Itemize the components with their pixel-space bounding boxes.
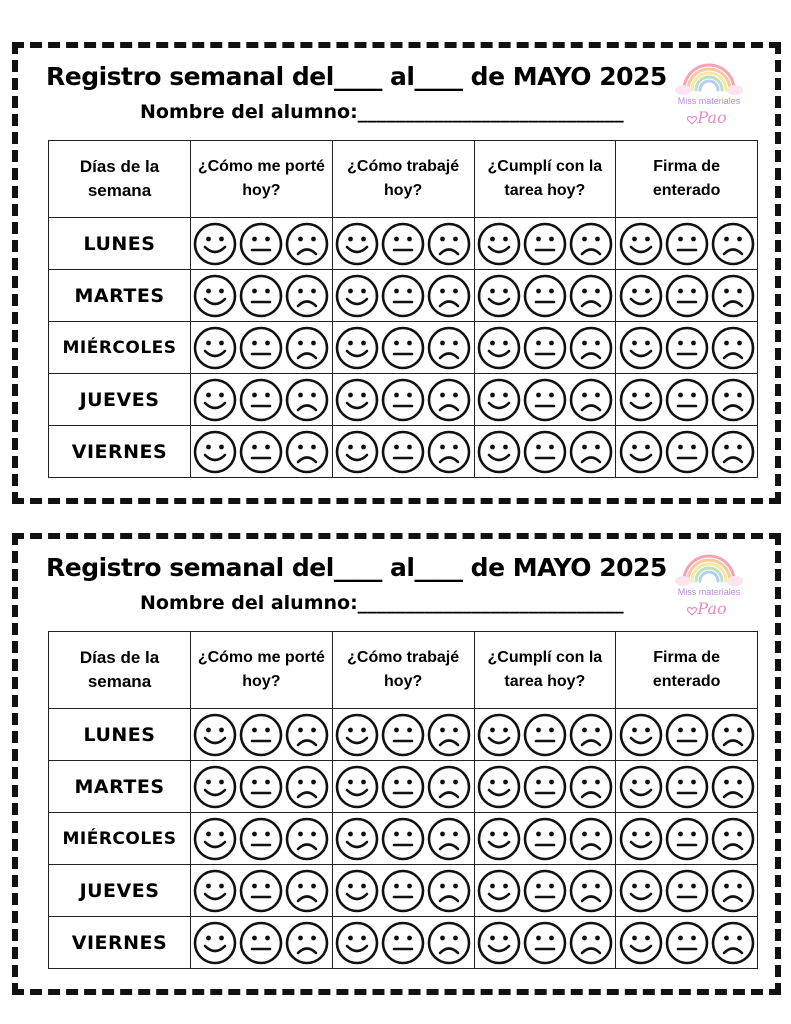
- face-options: [475, 430, 616, 474]
- sad-face-icon[interactable]: [569, 378, 613, 422]
- happy-face-icon[interactable]: [193, 713, 237, 757]
- face-options: [616, 326, 757, 370]
- face-options: [616, 430, 757, 474]
- happy-face-icon[interactable]: [477, 274, 521, 318]
- header-column-1: ¿Cómo me porté hoy?: [191, 141, 333, 218]
- svg-text:Pao: Pao: [697, 108, 727, 127]
- happy-face-icon[interactable]: [619, 326, 663, 370]
- face-rating-cell: [616, 322, 758, 374]
- table-row: [49, 218, 758, 270]
- sad-face-icon[interactable]: [285, 378, 329, 422]
- record-title: Registro semanal del____ al____ de MAYO 2025: [46, 553, 667, 582]
- happy-face-icon[interactable]: [619, 765, 663, 809]
- face-options: [475, 921, 616, 965]
- happy-face-icon[interactable]: [477, 817, 521, 861]
- neutral-face-icon[interactable]: [381, 326, 425, 370]
- neutral-face-icon[interactable]: [523, 713, 567, 757]
- happy-face-icon[interactable]: [477, 378, 521, 422]
- sad-face-icon[interactable]: [285, 274, 329, 318]
- face-options: [616, 921, 757, 965]
- student-name-line: Nombre del alumno:____________________________: [140, 101, 624, 123]
- face-rating-cell: [332, 865, 474, 917]
- neutral-face-icon[interactable]: [523, 274, 567, 318]
- face-options: [191, 274, 332, 318]
- sad-face-icon[interactable]: [427, 869, 471, 913]
- table-row: [49, 426, 758, 478]
- header-days: Días de la semana: [49, 632, 191, 709]
- face-rating-cell: [474, 813, 616, 865]
- day-label: JUEVES: [49, 865, 191, 917]
- sad-face-icon[interactable]: [427, 765, 471, 809]
- day-label: JUEVES: [49, 374, 191, 426]
- header-column-2: ¿Cómo trabajé hoy?: [332, 141, 474, 218]
- face-options: [333, 713, 474, 757]
- table-row: [49, 813, 758, 865]
- face-rating-cell: [474, 865, 616, 917]
- neutral-face-icon[interactable]: [523, 869, 567, 913]
- day-label: MIÉRCOLES: [49, 322, 191, 374]
- neutral-face-icon[interactable]: [239, 713, 283, 757]
- face-rating-cell: [474, 322, 616, 374]
- table-header-row: [49, 141, 758, 218]
- face-rating-cell: [332, 270, 474, 322]
- header-days: Días de la semana: [49, 141, 191, 218]
- neutral-face-icon[interactable]: [665, 765, 709, 809]
- sad-face-icon[interactable]: [569, 765, 613, 809]
- happy-face-icon[interactable]: [477, 430, 521, 474]
- record-table: [48, 140, 758, 478]
- face-options: [333, 921, 474, 965]
- face-options: [333, 378, 474, 422]
- face-options: [191, 430, 332, 474]
- face-options: [475, 713, 616, 757]
- sad-face-icon[interactable]: [711, 869, 755, 913]
- happy-face-icon[interactable]: [477, 869, 521, 913]
- day-label: LUNES: [49, 709, 191, 761]
- sad-face-icon[interactable]: [285, 430, 329, 474]
- face-options: [191, 765, 332, 809]
- face-rating-cell: [332, 709, 474, 761]
- neutral-face-icon[interactable]: [665, 817, 709, 861]
- happy-face-icon[interactable]: [335, 378, 379, 422]
- neutral-face-icon[interactable]: [381, 430, 425, 474]
- sad-face-icon[interactable]: [569, 713, 613, 757]
- happy-face-icon[interactable]: [335, 713, 379, 757]
- miss-materiales-pao-logo: [666, 56, 752, 132]
- neutral-face-icon[interactable]: [381, 713, 425, 757]
- face-options: [475, 817, 616, 861]
- happy-face-icon[interactable]: [619, 713, 663, 757]
- weekly-record-card: [12, 42, 781, 504]
- face-options: [475, 222, 616, 266]
- face-options: [191, 713, 332, 757]
- face-rating-cell: [616, 218, 758, 270]
- sad-face-icon[interactable]: [285, 921, 329, 965]
- face-rating-cell: [191, 709, 333, 761]
- neutral-face-icon[interactable]: [665, 378, 709, 422]
- svg-text:Miss materiales: Miss materiales: [677, 587, 741, 597]
- sad-face-icon[interactable]: [427, 274, 471, 318]
- neutral-face-icon[interactable]: [239, 274, 283, 318]
- face-rating-cell: [191, 374, 333, 426]
- neutral-face-icon[interactable]: [239, 921, 283, 965]
- face-rating-cell: [191, 270, 333, 322]
- happy-face-icon[interactable]: [193, 765, 237, 809]
- sad-face-icon[interactable]: [569, 326, 613, 370]
- face-rating-cell: [616, 813, 758, 865]
- neutral-face-icon[interactable]: [239, 430, 283, 474]
- sad-face-icon[interactable]: [569, 274, 613, 318]
- sad-face-icon[interactable]: [427, 921, 471, 965]
- table-row: [49, 865, 758, 917]
- face-rating-cell: [474, 917, 616, 969]
- happy-face-icon[interactable]: [477, 222, 521, 266]
- face-rating-cell: [474, 218, 616, 270]
- table-row: [49, 322, 758, 374]
- happy-face-icon[interactable]: [619, 430, 663, 474]
- neutral-face-icon[interactable]: [665, 869, 709, 913]
- neutral-face-icon[interactable]: [381, 921, 425, 965]
- sad-face-icon[interactable]: [569, 222, 613, 266]
- day-label: VIERNES: [49, 917, 191, 969]
- happy-face-icon[interactable]: [619, 921, 663, 965]
- happy-face-icon[interactable]: [619, 222, 663, 266]
- face-rating-cell: [191, 322, 333, 374]
- sad-face-icon[interactable]: [427, 817, 471, 861]
- neutral-face-icon[interactable]: [239, 378, 283, 422]
- table-header-row: [49, 632, 758, 709]
- day-label: MIÉRCOLES: [49, 813, 191, 865]
- face-options: [616, 765, 757, 809]
- sad-face-icon[interactable]: [711, 430, 755, 474]
- face-rating-cell: [332, 322, 474, 374]
- face-rating-cell: [474, 709, 616, 761]
- sad-face-icon[interactable]: [711, 274, 755, 318]
- face-rating-cell: [191, 218, 333, 270]
- table-row: [49, 709, 758, 761]
- header-column-1: ¿Cómo me porté hoy?: [191, 632, 333, 709]
- face-rating-cell: [191, 813, 333, 865]
- face-rating-cell: [616, 761, 758, 813]
- happy-face-icon[interactable]: [193, 378, 237, 422]
- face-rating-cell: [616, 426, 758, 478]
- face-rating-cell: [332, 813, 474, 865]
- svg-text:Pao: Pao: [697, 599, 727, 618]
- sad-face-icon[interactable]: [569, 869, 613, 913]
- happy-face-icon[interactable]: [477, 326, 521, 370]
- face-rating-cell: [474, 761, 616, 813]
- happy-face-icon[interactable]: [619, 274, 663, 318]
- table-row: [49, 270, 758, 322]
- neutral-face-icon[interactable]: [523, 326, 567, 370]
- neutral-face-icon[interactable]: [239, 326, 283, 370]
- miss-materiales-pao-logo: [666, 547, 752, 623]
- happy-face-icon[interactable]: [193, 430, 237, 474]
- neutral-face-icon[interactable]: [239, 817, 283, 861]
- happy-face-icon[interactable]: [193, 326, 237, 370]
- face-options: [333, 765, 474, 809]
- sad-face-icon[interactable]: [711, 378, 755, 422]
- header-column-4: Firma de enterado: [616, 632, 758, 709]
- sad-face-icon[interactable]: [427, 378, 471, 422]
- happy-face-icon[interactable]: [335, 869, 379, 913]
- neutral-face-icon[interactable]: [239, 222, 283, 266]
- record-title: Registro semanal del____ al____ de MAYO 2025: [46, 62, 667, 91]
- face-options: [333, 817, 474, 861]
- face-options: [191, 921, 332, 965]
- happy-face-icon[interactable]: [193, 817, 237, 861]
- table-row: [49, 761, 758, 813]
- face-rating-cell: [474, 270, 616, 322]
- neutral-face-icon[interactable]: [239, 765, 283, 809]
- happy-face-icon[interactable]: [335, 430, 379, 474]
- face-options: [191, 378, 332, 422]
- face-options: [475, 274, 616, 318]
- neutral-face-icon[interactable]: [381, 378, 425, 422]
- face-rating-cell: [616, 709, 758, 761]
- happy-face-icon[interactable]: [193, 921, 237, 965]
- day-label: VIERNES: [49, 426, 191, 478]
- sad-face-icon[interactable]: [427, 222, 471, 266]
- header-column-3: ¿Cumplí con la tarea hoy?: [474, 632, 616, 709]
- neutral-face-icon[interactable]: [665, 921, 709, 965]
- face-options: [191, 222, 332, 266]
- happy-face-icon[interactable]: [193, 869, 237, 913]
- face-rating-cell: [332, 426, 474, 478]
- record-table: [48, 631, 758, 969]
- sad-face-icon[interactable]: [711, 817, 755, 861]
- face-options: [475, 869, 616, 913]
- face-options: [191, 817, 332, 861]
- happy-face-icon[interactable]: [619, 378, 663, 422]
- face-options: [616, 274, 757, 318]
- face-options: [333, 430, 474, 474]
- table-row: [49, 917, 758, 969]
- sad-face-icon[interactable]: [711, 326, 755, 370]
- sad-face-icon[interactable]: [285, 869, 329, 913]
- header-column-4: Firma de enterado: [616, 141, 758, 218]
- happy-face-icon[interactable]: [335, 274, 379, 318]
- sad-face-icon[interactable]: [427, 430, 471, 474]
- sad-face-icon[interactable]: [711, 921, 755, 965]
- neutral-face-icon[interactable]: [665, 713, 709, 757]
- neutral-face-icon[interactable]: [381, 817, 425, 861]
- sad-face-icon[interactable]: [569, 921, 613, 965]
- happy-face-icon[interactable]: [477, 921, 521, 965]
- neutral-face-icon[interactable]: [381, 869, 425, 913]
- neutral-face-icon[interactable]: [239, 869, 283, 913]
- happy-face-icon[interactable]: [619, 869, 663, 913]
- face-rating-cell: [616, 270, 758, 322]
- face-options: [616, 713, 757, 757]
- face-rating-cell: [191, 761, 333, 813]
- day-label: MARTES: [49, 270, 191, 322]
- neutral-face-icon[interactable]: [523, 222, 567, 266]
- neutral-face-icon[interactable]: [523, 765, 567, 809]
- face-options: [333, 222, 474, 266]
- neutral-face-icon[interactable]: [523, 378, 567, 422]
- sad-face-icon[interactable]: [569, 817, 613, 861]
- neutral-face-icon[interactable]: [665, 326, 709, 370]
- face-options: [616, 378, 757, 422]
- face-options: [475, 765, 616, 809]
- face-options: [616, 869, 757, 913]
- sad-face-icon[interactable]: [285, 713, 329, 757]
- sad-face-icon[interactable]: [711, 713, 755, 757]
- neutral-face-icon[interactable]: [381, 274, 425, 318]
- face-rating-cell: [474, 426, 616, 478]
- happy-face-icon[interactable]: [477, 713, 521, 757]
- face-rating-cell: [332, 917, 474, 969]
- face-rating-cell: [332, 761, 474, 813]
- face-options: [475, 326, 616, 370]
- face-rating-cell: [332, 218, 474, 270]
- neutral-face-icon[interactable]: [523, 921, 567, 965]
- header-column-2: ¿Cómo trabajé hoy?: [332, 632, 474, 709]
- sad-face-icon[interactable]: [285, 817, 329, 861]
- day-label: LUNES: [49, 218, 191, 270]
- face-options: [616, 817, 757, 861]
- face-rating-cell: [332, 374, 474, 426]
- neutral-face-icon[interactable]: [665, 274, 709, 318]
- happy-face-icon[interactable]: [335, 222, 379, 266]
- face-options: [333, 326, 474, 370]
- face-options: [616, 222, 757, 266]
- sad-face-icon[interactable]: [569, 430, 613, 474]
- svg-text:Miss materiales: Miss materiales: [677, 96, 741, 106]
- weekly-record-card: [12, 533, 781, 995]
- sad-face-icon[interactable]: [711, 765, 755, 809]
- sad-face-icon[interactable]: [427, 713, 471, 757]
- neutral-face-icon[interactable]: [381, 765, 425, 809]
- happy-face-icon[interactable]: [335, 765, 379, 809]
- header-column-3: ¿Cumplí con la tarea hoy?: [474, 141, 616, 218]
- face-rating-cell: [191, 426, 333, 478]
- happy-face-icon[interactable]: [193, 274, 237, 318]
- happy-face-icon[interactable]: [193, 222, 237, 266]
- face-rating-cell: [474, 374, 616, 426]
- face-options: [333, 869, 474, 913]
- sad-face-icon[interactable]: [711, 222, 755, 266]
- face-options: [333, 274, 474, 318]
- sad-face-icon[interactable]: [285, 765, 329, 809]
- neutral-face-icon[interactable]: [665, 430, 709, 474]
- happy-face-icon[interactable]: [335, 921, 379, 965]
- neutral-face-icon[interactable]: [523, 430, 567, 474]
- face-options: [475, 378, 616, 422]
- sad-face-icon[interactable]: [285, 326, 329, 370]
- sad-face-icon[interactable]: [427, 326, 471, 370]
- happy-face-icon[interactable]: [335, 326, 379, 370]
- face-rating-cell: [191, 865, 333, 917]
- happy-face-icon[interactable]: [619, 817, 663, 861]
- table-row: [49, 374, 758, 426]
- neutral-face-icon[interactable]: [665, 222, 709, 266]
- neutral-face-icon[interactable]: [523, 817, 567, 861]
- day-label: MARTES: [49, 761, 191, 813]
- happy-face-icon[interactable]: [477, 765, 521, 809]
- face-rating-cell: [616, 374, 758, 426]
- face-rating-cell: [616, 865, 758, 917]
- neutral-face-icon[interactable]: [381, 222, 425, 266]
- face-options: [191, 869, 332, 913]
- face-rating-cell: [191, 917, 333, 969]
- face-rating-cell: [616, 917, 758, 969]
- face-options: [191, 326, 332, 370]
- sad-face-icon[interactable]: [285, 222, 329, 266]
- happy-face-icon[interactable]: [335, 817, 379, 861]
- student-name-line: Nombre del alumno:____________________________: [140, 592, 624, 614]
